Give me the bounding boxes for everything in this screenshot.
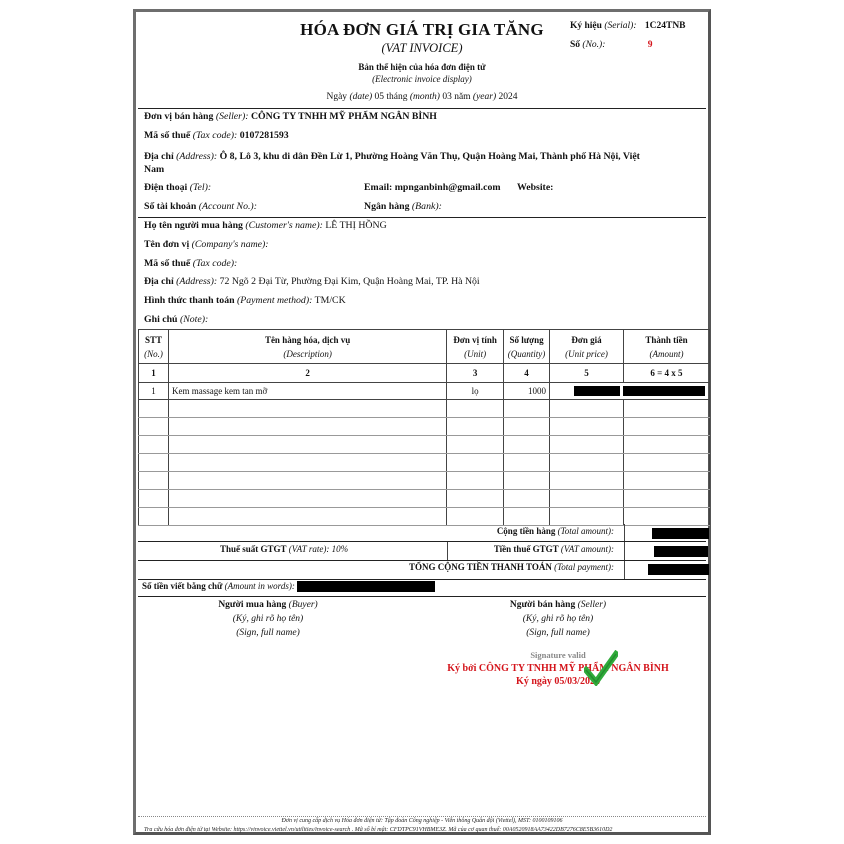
column-number: 6 = 4 x 5 bbox=[623, 364, 709, 383]
header-label-en: (No.) bbox=[144, 348, 163, 359]
buyer-note-row bbox=[144, 314, 208, 325]
table-header-row bbox=[139, 330, 710, 364]
row-unit: lọ bbox=[447, 383, 504, 400]
redacted-amount bbox=[623, 386, 705, 396]
divider bbox=[138, 541, 706, 542]
row-unit-price bbox=[550, 383, 624, 400]
empty-row bbox=[139, 418, 710, 436]
buyer-name-row bbox=[144, 220, 387, 231]
buyer-signature-title: Người mua hàng bbox=[218, 600, 287, 610]
amount-in-words-row bbox=[142, 581, 706, 592]
seller-tel-label-en: (Tel): bbox=[189, 182, 212, 193]
column-number: 4 bbox=[504, 364, 550, 383]
date-label-en: (date) bbox=[349, 92, 373, 102]
empty-row bbox=[139, 472, 710, 490]
year-label-en: (year) bbox=[472, 92, 497, 102]
seller-email-label: Email: bbox=[364, 182, 393, 193]
serial-label-en: (Serial): bbox=[604, 21, 637, 31]
vat-amount-label-en: (VAT amount): bbox=[560, 544, 614, 554]
seller-tax-label-en: (Tax code): bbox=[192, 130, 238, 141]
total-amount-row bbox=[138, 526, 614, 536]
vat-rate-label: Thuế suất GTGT bbox=[220, 544, 287, 554]
seller-address-row bbox=[144, 150, 640, 176]
column-number: 1 bbox=[139, 364, 169, 383]
total-amount-label: Cộng tiền hàng bbox=[496, 526, 556, 536]
seller-bank-label-en: (Bank): bbox=[411, 201, 442, 212]
table-row bbox=[139, 383, 710, 400]
buyer-tax-label: Mã số thuế bbox=[144, 258, 191, 269]
seller-email-row bbox=[364, 182, 553, 193]
row-amount bbox=[623, 383, 709, 400]
buyer-company-row bbox=[144, 239, 269, 250]
digital-signature-stamp bbox=[418, 649, 698, 688]
header-amount bbox=[623, 330, 709, 364]
empty-row bbox=[139, 400, 710, 418]
buyer-note-label: Ghi chú bbox=[144, 314, 178, 325]
date-year: 2024 bbox=[498, 92, 518, 102]
seller-name-label-en: (Seller): bbox=[215, 111, 249, 122]
redacted-total-amount bbox=[652, 528, 709, 539]
invoice-subtitle: (VAT INVOICE) bbox=[381, 41, 463, 55]
grand-total-label-en: (Total payment): bbox=[554, 562, 614, 572]
column-number-row bbox=[139, 364, 710, 383]
buyer-payment-value: TM/CK bbox=[314, 295, 346, 306]
invoice-date bbox=[138, 92, 706, 102]
amount-in-words-label: Số tiền viết bằng chữ bbox=[142, 581, 223, 591]
header-label: STT bbox=[144, 334, 162, 345]
buyer-address-value: 72 Ngõ 2 Đại Từ, Phường Đại Kim, Quận Hoàng Mai, TP. Hà Nội bbox=[219, 276, 480, 287]
seller-tel-label: Điện thoại bbox=[144, 182, 188, 193]
seller-address-label: Địa chỉ bbox=[144, 151, 174, 162]
redacted-unit-price bbox=[574, 386, 620, 396]
display-label-en: (Electronic invoice display) bbox=[372, 74, 472, 84]
header-label: Đơn giá bbox=[571, 334, 602, 345]
seller-address-value: Ô 8, Lô 3, khu di dân Đền Lừ 1, Phường Hoàng Văn Thụ, Quận Hoàng Mai, Thành phố Hà Nội, Việt bbox=[219, 151, 640, 162]
date-month: 03 bbox=[442, 92, 452, 102]
column-number: 2 bbox=[168, 364, 446, 383]
buyer-sign-instruction: (Ký, ghi rõ họ tên) bbox=[232, 614, 304, 624]
month-label-en: (month) bbox=[409, 92, 440, 102]
seller-account-label: Số tài khoản bbox=[144, 201, 197, 212]
seller-account-row bbox=[144, 201, 257, 212]
totals-separator bbox=[624, 524, 625, 580]
header-unit-price bbox=[550, 330, 624, 364]
grand-total-label: TỔNG CỘNG TIỀN THANH TOÁN bbox=[408, 562, 552, 572]
display-label-vi: Bản thể hiện của hóa đơn điện tử bbox=[358, 62, 486, 72]
redacted-grand-total bbox=[648, 564, 709, 575]
header-quantity bbox=[504, 330, 550, 364]
vat-amount-row bbox=[138, 544, 614, 554]
signature-valid-check-icon bbox=[584, 650, 618, 686]
empty-row bbox=[139, 454, 710, 472]
seller-name-label: Đơn vị bán hàng bbox=[144, 111, 214, 122]
redacted-vat-amount bbox=[654, 546, 708, 557]
signed-date: Ký ngày 05/03/2024 bbox=[516, 676, 600, 687]
header-label-en: (Unit price) bbox=[565, 348, 608, 359]
month-label: tháng bbox=[386, 92, 408, 102]
buyer-note-label-en: (Note): bbox=[179, 314, 209, 325]
divider bbox=[138, 108, 706, 109]
column-number: 3 bbox=[447, 364, 504, 383]
year-label: năm bbox=[454, 92, 471, 102]
empty-row bbox=[139, 508, 710, 526]
header-no bbox=[139, 330, 169, 364]
footer-lookup bbox=[144, 827, 612, 833]
header-label-en: (Description) bbox=[283, 348, 332, 359]
total-amount-label-en: (Total amount): bbox=[557, 526, 614, 536]
seller-signature-title-en: (Seller) bbox=[577, 600, 607, 610]
signature-status: Signature valid bbox=[530, 650, 586, 660]
seller-website-label: Website: bbox=[516, 182, 554, 193]
vat-amount-label: Tiền thuế GTGT bbox=[493, 544, 559, 554]
grand-total-row bbox=[138, 562, 614, 572]
buyer-tax-row bbox=[144, 258, 237, 269]
seller-name-row bbox=[144, 111, 437, 122]
buyer-name-value: LÊ THỊ HỒNG bbox=[325, 220, 387, 231]
header-label: Số lượng bbox=[509, 334, 544, 345]
buyer-payment-label: Hình thức thanh toán bbox=[144, 295, 235, 306]
serial-value: 1C24TNB bbox=[644, 21, 686, 31]
buyer-company-label-en: (Company's name): bbox=[191, 239, 269, 250]
footer-provider: Đơn vị cung cấp dịch vụ Hóa đơn điện tử: Tập đoàn Công nghiệp - Viễn thông Quân đội (Viettel), MST: 0100109106 bbox=[281, 818, 563, 824]
buyer-name-label: Họ tên người mua hàng bbox=[144, 220, 243, 231]
header-unit bbox=[447, 330, 504, 364]
seller-tel-row bbox=[144, 182, 211, 193]
row-no: 1 bbox=[139, 383, 169, 400]
empty-row bbox=[139, 436, 710, 454]
date-day: 05 bbox=[374, 92, 384, 102]
buyer-company-label: Tên đơn vị bbox=[144, 239, 190, 250]
date-label: Ngày bbox=[326, 92, 348, 102]
seller-sign-instruction: (Ký, ghi rõ họ tên) bbox=[522, 614, 594, 624]
header-description bbox=[168, 330, 446, 364]
divider bbox=[138, 579, 706, 580]
invoice-page bbox=[133, 9, 711, 835]
buyer-address-label: Địa chỉ bbox=[144, 276, 174, 287]
invoice-number-field bbox=[570, 40, 653, 50]
invoice-title: HÓA ĐƠN GIÁ TRỊ GIA TĂNG bbox=[300, 20, 544, 39]
items-table bbox=[138, 329, 710, 526]
vat-rate-label-en: (VAT rate): bbox=[288, 544, 330, 554]
buyer-tax-label-en: (Tax code): bbox=[192, 258, 238, 269]
footer-lookup-text: Tra cứu hóa đơn điện tử tại Website: https://vinvoice.viettel.vn/utilities/invoice-search . Mã số bí mật: CFDTPC91VHBME3Z. Mã của cơ quan thuế: 00A0520918AA73422DB7276C8E5B3610D2 bbox=[144, 827, 613, 833]
header-label: Tên hàng hóa, dịch vụ bbox=[264, 334, 351, 345]
buyer-signature-block bbox=[178, 600, 358, 638]
buyer-payment-label-en: (Payment method): bbox=[237, 295, 313, 306]
number-label: Số bbox=[570, 40, 581, 50]
empty-row bbox=[139, 490, 710, 508]
buyer-sign-instruction-en: (Sign, full name) bbox=[236, 628, 300, 638]
serial-label: Ký hiệu bbox=[570, 21, 602, 31]
seller-signature-block bbox=[438, 600, 678, 638]
vat-rate-value: 10% bbox=[331, 544, 349, 554]
seller-bank-label: Ngân hàng bbox=[364, 201, 410, 212]
seller-address-value-cont: Nam bbox=[144, 164, 165, 175]
header-label: Thành tiền bbox=[645, 334, 688, 345]
row-description: Kem massage kem tan mỡ bbox=[168, 383, 446, 400]
seller-address-label-en: (Address): bbox=[176, 151, 218, 162]
signed-by: Ký bởi CÔNG TY TNHH MỸ PHẨM NGÂN BÌNH bbox=[447, 663, 669, 674]
column-number: 5 bbox=[550, 364, 624, 383]
redacted-amount-in-words bbox=[297, 581, 435, 592]
serial-field bbox=[570, 21, 686, 31]
buyer-payment-row bbox=[144, 295, 346, 306]
footer-divider bbox=[138, 816, 706, 817]
divider bbox=[138, 217, 706, 218]
divider bbox=[138, 560, 706, 561]
header-label-en: (Amount) bbox=[649, 348, 684, 359]
header-label-en: (Unit) bbox=[464, 348, 487, 359]
seller-tax-value: 0107281593 bbox=[239, 130, 289, 141]
seller-name-value: CÔNG TY TNHH MỸ PHẨM NGÂN BÌNH bbox=[250, 111, 437, 122]
number-label-en: (No.): bbox=[582, 40, 606, 50]
seller-tax-row bbox=[144, 130, 289, 141]
seller-bank-row bbox=[364, 201, 442, 212]
seller-signature-title: Người bán hàng bbox=[509, 600, 576, 610]
amount-in-words-label-en: (Amount in words): bbox=[224, 581, 295, 591]
seller-email-value: mpnganbinh@gmail.com bbox=[394, 182, 501, 193]
row-quantity: 1000 bbox=[504, 383, 550, 400]
buyer-address-row bbox=[144, 276, 480, 287]
invoice-number-value: 9 bbox=[647, 40, 653, 50]
header-label-en: (Quantity) bbox=[507, 348, 546, 359]
seller-account-label-en: (Account No.): bbox=[198, 201, 257, 212]
seller-sign-instruction-en: (Sign, full name) bbox=[526, 628, 590, 638]
header-label: Đơn vị tính bbox=[453, 334, 497, 345]
divider bbox=[138, 596, 706, 597]
buyer-address-label-en: (Address): bbox=[176, 276, 218, 287]
buyer-signature-title-en: (Buyer) bbox=[288, 600, 318, 610]
buyer-name-label-en: (Customer's name): bbox=[245, 220, 323, 231]
seller-tax-label: Mã số thuế bbox=[144, 130, 191, 141]
